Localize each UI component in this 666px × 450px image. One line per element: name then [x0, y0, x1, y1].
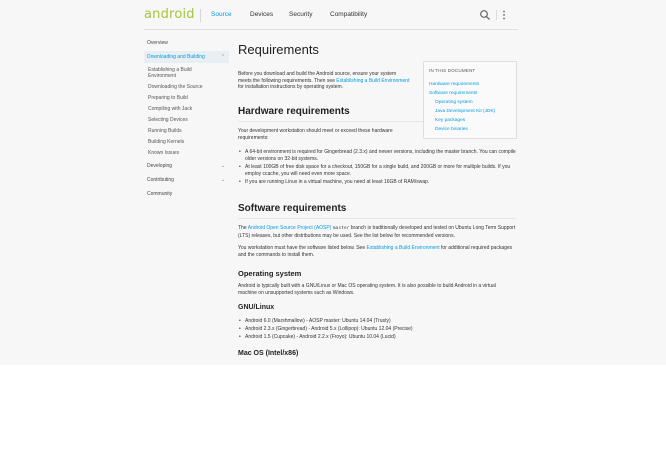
tab-compatibility[interactable]: Compatibility [330, 11, 368, 18]
sidebar-subitem-running-builds[interactable]: Running Builds [148, 127, 182, 134]
header-divider [496, 10, 497, 20]
sidebar-item-label: Contributing [147, 177, 174, 183]
mac-os-heading: Mac OS (Intel/x86) [238, 350, 299, 357]
in-this-document-box [423, 61, 517, 139]
list-item: • Android 1.5 (Cupcake) - Android 2.2.x (Froyo): Ubuntu 10.04 (Lucid) [245, 334, 517, 341]
establishing-link[interactable]: Establishing a Build Environment [366, 245, 440, 251]
sidebar-item-overview[interactable] [144, 37, 229, 49]
sidebar-item-community[interactable] [144, 188, 229, 200]
software-text-end: branch is traditionally developed and tested on Ubuntu Long Term Support (LTS) releases, but other distributions may be used. See the list below for recommended versions. [238, 225, 516, 239]
sidebar-item-label: Developing [147, 163, 173, 169]
sidebar-subitem-establishing[interactable]: Establishing a Build Environment [148, 66, 192, 79]
list-item: • If you are running Linux in a virtual machine, you need at least 16GB of RAM/swap. [245, 179, 517, 186]
sidebar-subitem-selecting-devices[interactable]: Selecting Devices [148, 116, 188, 123]
hardware-heading: Hardware requirements [238, 106, 350, 117]
intro-text-end: for installation instructions by operating system. [238, 84, 344, 91]
list-item: • Android 6.0 (Marshmallow) - AOSP master: Ubuntu 14.04 (Trusty) [245, 318, 517, 325]
intro-paragraph [238, 71, 410, 91]
software-text-end: for additional required packages and the commands to install them. [238, 245, 513, 258]
sidebar-subitem-kernels[interactable]: Building Kernels [148, 138, 185, 145]
software-text: You workstation must have the software listed below. See [238, 245, 367, 251]
software-paragraph-2 [238, 245, 516, 258]
branch-code: master [332, 226, 350, 231]
aosp-link[interactable]: Android Open Source Project (AOSP) [247, 225, 332, 231]
sidebar-nav [144, 37, 229, 202]
chevron-up-icon[interactable]: ⌃ [220, 54, 225, 60]
hardware-list [245, 149, 517, 187]
toc-link-os[interactable]: Operating system [435, 100, 473, 105]
software-paragraph-1 [238, 225, 516, 239]
chevron-down-icon[interactable]: ⌄ [220, 163, 225, 169]
software-heading: Software requirements [238, 203, 347, 214]
sidebar-item-contributing[interactable] [144, 174, 229, 186]
sidebar-item-developing[interactable] [144, 160, 229, 172]
sidebar-subitem-known-issues[interactable]: Known Issues [148, 149, 180, 156]
search-icon[interactable] [479, 9, 491, 21]
os-paragraph: Android is typically built with a GNU/Linux or Mac OS operating system. It is also possible to build Android in a virtual machine on unsupported systems such as Windows. [238, 283, 496, 296]
more-vert-icon[interactable] [500, 9, 508, 21]
sidebar-item-label: Downloading and Building [147, 54, 205, 60]
logo-divider [200, 9, 201, 22]
list-item: • At least 100GB of free disk space for a checkout, 150GB for a single build, and 200GB or more for multiple builds. If you employ ccache, you will need even more space. [245, 164, 517, 177]
toc-link-hardware[interactable]: Hardware requirements [429, 82, 480, 87]
software-text: The [238, 225, 248, 231]
intro-text: Before you download and build the Android source, ensure your system meets the following requirements. Then see [238, 71, 397, 84]
tab-devices[interactable]: Devices [250, 11, 274, 18]
sidebar-subitem-downloading-source[interactable]: Downloading the Source [148, 83, 203, 90]
hardware-intro: Your development workstation should meet or exceed these hardware requirements: [238, 128, 393, 141]
divider [238, 218, 516, 219]
list-item: • Android 2.3.x (Gingerbread) - Android 5.x (Lollipop): Ubuntu 12.04 (Precise) [245, 326, 517, 333]
os-heading: Operating system [238, 269, 302, 278]
sidebar-item-label: Community [147, 191, 173, 197]
tab-security[interactable]: Security [289, 11, 313, 18]
sidebar-item-label: Overview [147, 40, 168, 46]
page-title: Requirements [238, 42, 319, 57]
toc-link-key-packages[interactable]: Key packages [435, 118, 466, 123]
android-logo[interactable]: android [144, 7, 195, 22]
toc-link-jdk[interactable]: Java Development Kit (JDK) [435, 109, 496, 114]
gnu-linux-list [245, 318, 517, 343]
sidebar-subitem-jack[interactable]: Compiling with Jack [148, 105, 193, 112]
chevron-down-icon[interactable]: ⌄ [220, 177, 225, 183]
list-item: • A 64-bit environment is required for Gingerbread (2.3.x) and newer versions, including the master branch. You can compile older versions on 32-bit systems. [245, 149, 517, 162]
sidebar-item-downloading[interactable] [144, 51, 229, 63]
toc-link-software[interactable]: Software requirements [429, 91, 478, 96]
toc-link-device-binaries[interactable]: Device binaries [435, 127, 468, 132]
establishing-link[interactable]: Establishing a Build Environment [336, 77, 410, 84]
toc-title: IN THIS DOCUMENT [429, 68, 476, 73]
sidebar-subitem-preparing[interactable]: Preparing to Build [148, 94, 188, 101]
gnu-linux-heading: GNU/Linux [238, 304, 275, 311]
tab-source[interactable]: Source [211, 11, 232, 18]
top-header [144, 0, 518, 30]
